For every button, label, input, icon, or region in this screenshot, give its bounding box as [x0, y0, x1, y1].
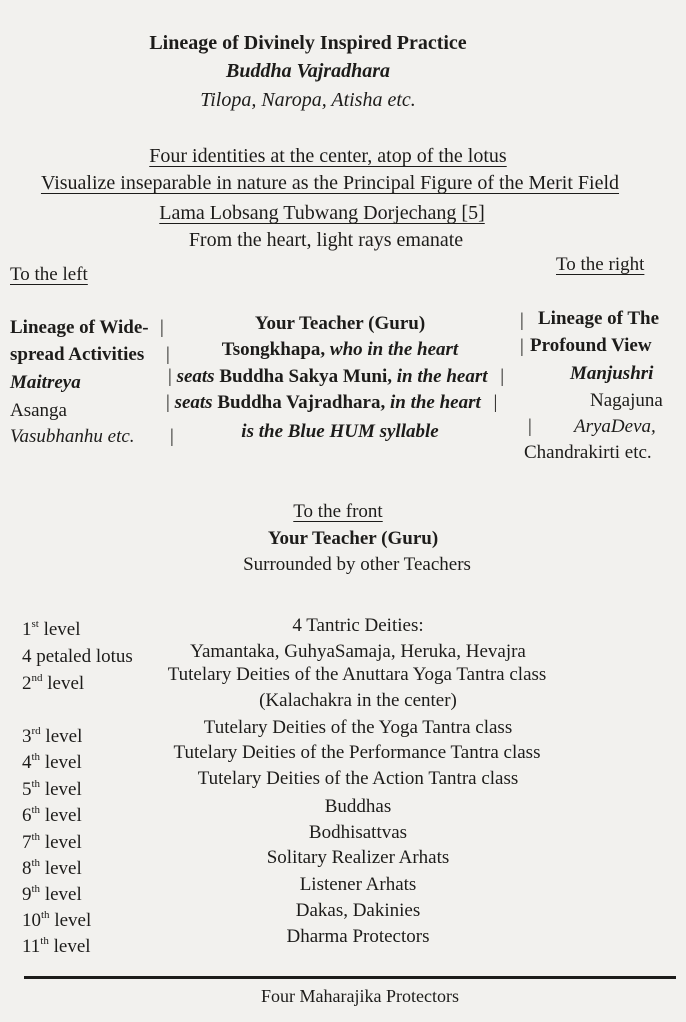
level-9-label: 9th level [22, 883, 82, 905]
direction-right: To the right [556, 254, 645, 275]
tantric-deities-heading: 4 Tantric Deities: [292, 615, 424, 636]
middle-vajradhara-line [166, 392, 497, 414]
bodhisattvas: Bodhisattvas [308, 822, 408, 843]
middle-hum-syllable: is the Blue HUM syllable [241, 421, 439, 442]
direction-front: To the front [293, 501, 383, 522]
right-name-chandrakirti: Chandrakirti etc. [524, 442, 652, 463]
separator: | [160, 317, 164, 338]
performance-tantra: Tutelary Deities of the Performance Tantra class [173, 742, 541, 763]
separator: | [493, 392, 498, 413]
center-line-1: Four identities at the center, atop of the lotus [149, 145, 507, 167]
seats-word: seats [176, 366, 215, 387]
footer-protectors: Four Maharajika Protectors [261, 986, 459, 1006]
separator: | [520, 336, 524, 357]
listener-arhats: Listener Arhats [299, 874, 417, 895]
level-5-label: 5th level [22, 778, 82, 800]
right-name-manjushri: Manjushri [570, 363, 654, 384]
center-line-3: Lama Lobsang Tubwang Dorjechang [5] [159, 202, 485, 224]
level-10-label: 10th level [22, 909, 92, 931]
center-line-4: From the heart, light rays emanate [188, 229, 464, 251]
lineage-masters: Tilopa, Naropa, Atisha etc. [200, 89, 416, 111]
dakas-dakinies: Dakas, Dakinies [295, 900, 421, 921]
middle-teacher-title: Your Teacher (Guru) [254, 313, 426, 334]
front-teacher-title: Your Teacher (Guru) [267, 528, 439, 549]
vajradhara-name: Buddha Vajradhara, [212, 392, 386, 413]
yoga-tantra: Tutelary Deities of the Yoga Tantra class [203, 717, 513, 738]
level-6-label: 6th level [22, 804, 82, 826]
kalachakra-note: (Kalachakra in the center) [259, 690, 457, 711]
right-name-aryadeva: AryaDeva, [574, 416, 656, 437]
solitary-realizer-arhats: Solitary Realizer Arhats [266, 847, 450, 868]
level-7-label: 7th level [22, 831, 82, 853]
seats-word: seats [174, 392, 213, 413]
lotus-label: 4 petaled lotus [22, 646, 133, 667]
left-name-maitreya: Maitreya [10, 372, 81, 393]
front-subtitle: Surrounded by other Teachers [243, 554, 471, 575]
separator: | [528, 416, 532, 437]
dharma-protectors: Dharma Protectors [286, 926, 430, 947]
center-line-2: Visualize inseparable in nature as the Principal Figure of the Merit Field [40, 172, 620, 194]
in-the-heart: in the heart [385, 392, 481, 413]
separator: | [500, 366, 505, 387]
right-lineage-title-2: Profound View [530, 335, 652, 356]
right-lineage-title-1: Lineage of The [538, 308, 660, 329]
lineage-deity: Buddha Vajradhara [226, 60, 390, 82]
left-name-vasubhanhu: Vasubhanhu etc. [10, 426, 135, 447]
level-4-label: 4th level [22, 751, 82, 773]
bottom-rule [24, 976, 676, 979]
middle-tsongkhapa-line [170, 339, 510, 361]
separator: | [520, 310, 524, 331]
separator: | [170, 426, 174, 447]
action-tantra: Tutelary Deities of the Action Tantra class [197, 768, 519, 789]
tsongkhapa-rest: who in the heart [325, 339, 459, 360]
separator: | [168, 366, 172, 387]
level-8-label: 8th level [22, 857, 82, 879]
left-lineage-title-1: Lineage of Wide- [10, 317, 149, 338]
level-3-label: 3rd level [22, 725, 83, 747]
anuttara-yoga-tantra: Tutelary Deities of the Anuttara Yoga Tantra class [167, 664, 547, 685]
lineage-title: Lineage of Divinely Inspired Practice [149, 32, 467, 54]
level-1-label: 1st level [22, 618, 81, 640]
tsongkhapa-name: Tsongkhapa, [221, 339, 326, 360]
right-name-nagajuna: Nagajuna [590, 390, 663, 411]
buddhas: Buddhas [324, 796, 392, 817]
separator: | [166, 392, 170, 413]
left-lineage-title-2: spread Activities [10, 344, 145, 365]
tantric-deities-list: Yamantaka, GuhyaSamaja, Heruka, Hevajra [190, 641, 526, 662]
direction-left: To the left [10, 264, 88, 285]
level-2-label: 2nd level [22, 672, 85, 694]
left-name-asanga: Asanga [10, 400, 67, 421]
separator: | [166, 344, 170, 365]
middle-sakya-muni-line [168, 366, 504, 388]
level-11-label: 11th level [22, 935, 91, 957]
in-the-heart: in the heart [391, 366, 488, 387]
sakya-muni-name: Buddha Sakya Muni, [214, 366, 392, 387]
